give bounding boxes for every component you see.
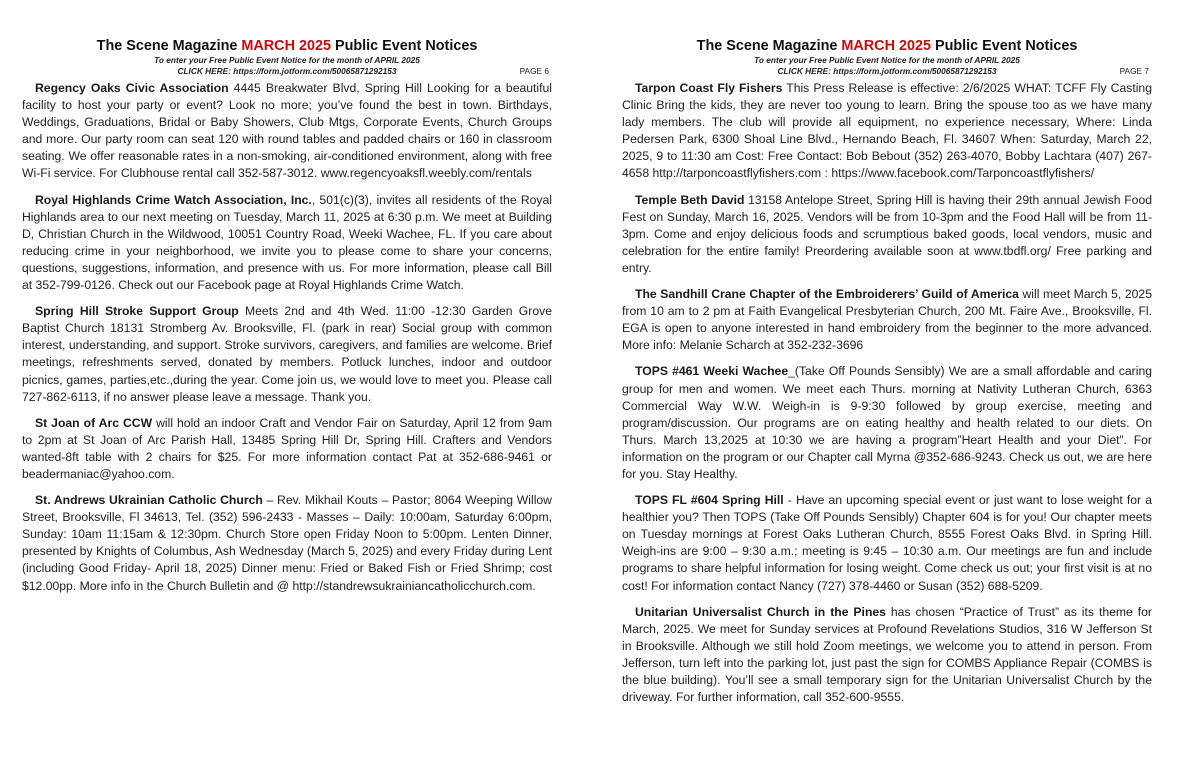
notice-entry [622, 286, 1152, 354]
notice-text: This Press Release is effective: 2/6/2025 WHAT: TCFF Fly Casting Clinic Bring the kids, they are never too young to learn. Bring the spouse too as we have many lady members. The club will provide all equipment, no experience necessary, Where: Linda Pedersen Park, 6300 Shoal Line Blvd., Hernando Beach, Fl. 34607 When: Saturday, March 22, 2025, 9 to 11:30 am Cost: Free Contact: Bob Bebout (352) 263-4070, Bobby Lachtara (407) 267-4658 http://tarponcoastflyfishers.com : https://www.facebook.com/Tarponcoastflyfishers/ [622, 81, 1152, 181]
notice-entry [22, 492, 552, 595]
notice-org-name: TOPS FL #604 Spring Hill [635, 493, 784, 508]
notice-entry [622, 80, 1152, 183]
notice-entry [622, 492, 1152, 595]
title-month: MARCH 2025 [841, 38, 931, 54]
notice-entry [22, 303, 552, 406]
page-number: PAGE 7 [1119, 66, 1149, 76]
notice-org-name: St Joan of Arc CCW [35, 415, 153, 430]
submission-line: To enter your Free Public Event Notice for the month of APRIL 2025 [154, 55, 420, 65]
notice-org-name: Tarpon Coast Fly Fishers [635, 81, 783, 95]
notice-org-name: TOPS #461 Weeki Wachee [635, 364, 789, 379]
left-page [22, 0, 552, 604]
notice-text: – Rev. Mikhail Kouts – Pastor; 8064 Weeping Willow Street, Brooksville, Fl 34613, Tel. (352) 596-2433 - Masses – Daily: 10:00am, Saturday 6:00pm, Sunday: 10am 11:15am & 12:30pm. Church Store open Friday Noon to 5:00pm. Lenten Dinner, presented by Knights of Columbus, Ash Wednesday (March 5, 2025) and every Friday during Lent (including Good Friday- April 18, 2025) Dinner menu: Fried or Baked Fish or Fried Shrimp; cost $12.00pp. More info in the Church Bulletin and @ http://standrewsukrainiancatholicchurch.com. [22, 493, 552, 593]
notice-org-name: Royal Highlands Crime Watch Association, Inc. [35, 192, 312, 207]
title-prefix: The Scene Magazine [696, 38, 842, 54]
notice-text: , 501(c)(3), invites all residents of the Royal Highlands area to our next meeting on Tuesday, March 11, 2025 at 6:30 p.m. We meet at Building D, Christian Church in the Wildwood, 10051 Country Road, Weeki Wachee, FL. If you care about reducing crime in your neighborhood, we invite you to please come to share your concerns, questions, suggestions, information, and presence with us. For more information, please call Bill at 352-799-0126. Check out our Facebook page at Royal Highlands Crime Watch. [22, 192, 552, 293]
notice-entry [22, 415, 552, 483]
submission-note [22, 55, 552, 77]
notice-text: _(Take Off Pounds Sensibly) We are a small affordable and caring group for men and women. We meet each Thurs. morning at Nativity Lutheran Church, 6363 Commercial Way W.W. Weigh-in is 9-9:30 followed by group exercise, meeting and program/discussion. Our programs are on eating healthy and health related to our diets. On Thurs. March 13,2025 at 10:30 we are having a program”Heart Health and your Diet”. For information on the program or our Chapter call Myrna @352-686-9243. Check us out, we are here for you. Stay Healthy. [622, 364, 1152, 481]
title-prefix: The Scene Magazine [96, 38, 242, 54]
notice-entry [22, 192, 552, 295]
title-month: MARCH 2025 [241, 38, 331, 54]
submission-link[interactable]: CLICK HERE: https://form.jotform.com/50065871292153 [777, 66, 997, 76]
notice-entry [622, 363, 1152, 483]
notice-org-name: Regency Oaks Civic Association [35, 81, 229, 95]
notice-text: Meets 2nd and 4th Wed. 11:00 -12:30 Garden Grove Baptist Church 18131 Stromberg Av. Brooksville, Fl. (park in rear) Social group with common interest, understanding, and support. Stroke survivors, caregivers, and families are welcome. Brief meetings, refreshments served, donated by members. Potluck lunches, indoor and outdoor picnics, games, parties,etc.,during the year. Come join us, we would love to meet you. Please call 727-862-6113, if no answer please leave a message. Thank you. [22, 304, 552, 404]
notice-org-name: Temple Beth David [635, 192, 745, 207]
title-suffix: Public Event Notices [330, 38, 478, 54]
submission-note [622, 55, 1152, 77]
notice-text: - Have an upcoming special event or just want to lose weight for a healthier you? Then TOPS (Take Off Pounds Sensibly) Chapter 604 is for you! Our chapter meets on Tuesday mornings at Forest Oaks Lutheran Church, 8555 Forest Oaks Blvd. in Spring Hill. Weigh-ins are 9:00 – 9:30 a.m.; meeting is 9:45 – 10:30 a.m. Our meetings are fun and include programs to share helpful information for losing weight. Come check us out; your first visit is at no cost! For information contact Nancy (727) 378-4460 or Susan (352) 688-5209. [622, 493, 1152, 593]
notice-org-name: Unitarian Universalist Church in the Pines [635, 604, 886, 619]
submission-line: To enter your Free Public Event Notice for the month of APRIL 2025 [754, 55, 1020, 65]
notice-org-name: St. Andrews Ukrainian Catholic Church [35, 493, 263, 508]
notice-text: 13158 Antelope Street, Spring Hill is having their 29th annual Jewish Food Fest on Sunday, March 16, 2025. Vendors will be from 10-3pm and the Food Hall will be from 11-3pm. Come and enjoy delicious foods and scrumptious baked goods, local vendors, music and celebration for the entire family! Preordering available soon at www.tbdfl.org/ Free parking and entry. [622, 192, 1152, 275]
title-suffix: Public Event Notices [930, 38, 1078, 54]
submission-link[interactable]: CLICK HERE: https://form.jotform.com/50065871292153 [177, 66, 397, 76]
notice-text: has chosen “Practice of Trust” as its theme for March, 2025. We meet for Sunday services at Profound Revelations Studios, 316 W Jefferson St in Brooksville. Although we still hold Zoom meetings, we welcome you to attend in person. From Jefferson, turn left into the parking lot, just past the sign for COMBS Appliance Repair (COMBS is the blue building). You’ll see a small temporary sign for the Unitarian Universalist Church by the driveway. For further information, call 352-600-9555. [622, 604, 1152, 705]
notice-org-name: The Sandhill Crane Chapter of the Embroiderers’ Guild of America [635, 287, 1019, 302]
notice-org-name: Spring Hill Stroke Support Group [35, 304, 239, 319]
right-page [622, 0, 1152, 715]
notice-text: will meet March 5, 2025 from 10 am to 2 pm at Faith Evangelical Presbyterian Church, 200 Mt. Faire Ave., Brooksville, Fl. EGA is open to anyone interested in hand embroidery from the beginner to the more advanced. More info: Melanie Scharch at 352-232-3696 [622, 287, 1152, 353]
notice-text: will hold an indoor Craft and Vendor Fair on Saturday, April 12 from 9am to 2pm at St Joan of Arc Parish Hall, 13485 Spring Hill Dr, Spring Hill. Crafters and Vendors wanted-8ft table with 2 chairs for $25. For more information contact Pat at 352-686-9461 or beadermaniac@yahoo.com. [22, 415, 552, 481]
notice-entry [622, 192, 1152, 277]
notice-entry [22, 80, 552, 183]
page-title [622, 38, 1152, 55]
notice-entry [622, 604, 1152, 707]
notice-text: 4445 Breakwater Blvd, Spring Hill Looking for a beautiful facility to host your party or event? Look no more; you’ve found the best in town. Birthdays, Weddings, Graduations, Bridal or Baby Showers, Club Mtgs, Corporate Events, Church Groups and more. Our party room can seat 120 with round tables and padded chairs or 160 in classroom seating. We offer reasonable rates in a non-smoking, air-conditioned environment, along with free Wi-Fi service. For Clubhouse rental call 352-587-3012. www.regencyoaksfl.weebly.com/rentals [22, 81, 553, 181]
page-title [22, 38, 552, 55]
page-number: PAGE 6 [519, 66, 549, 76]
